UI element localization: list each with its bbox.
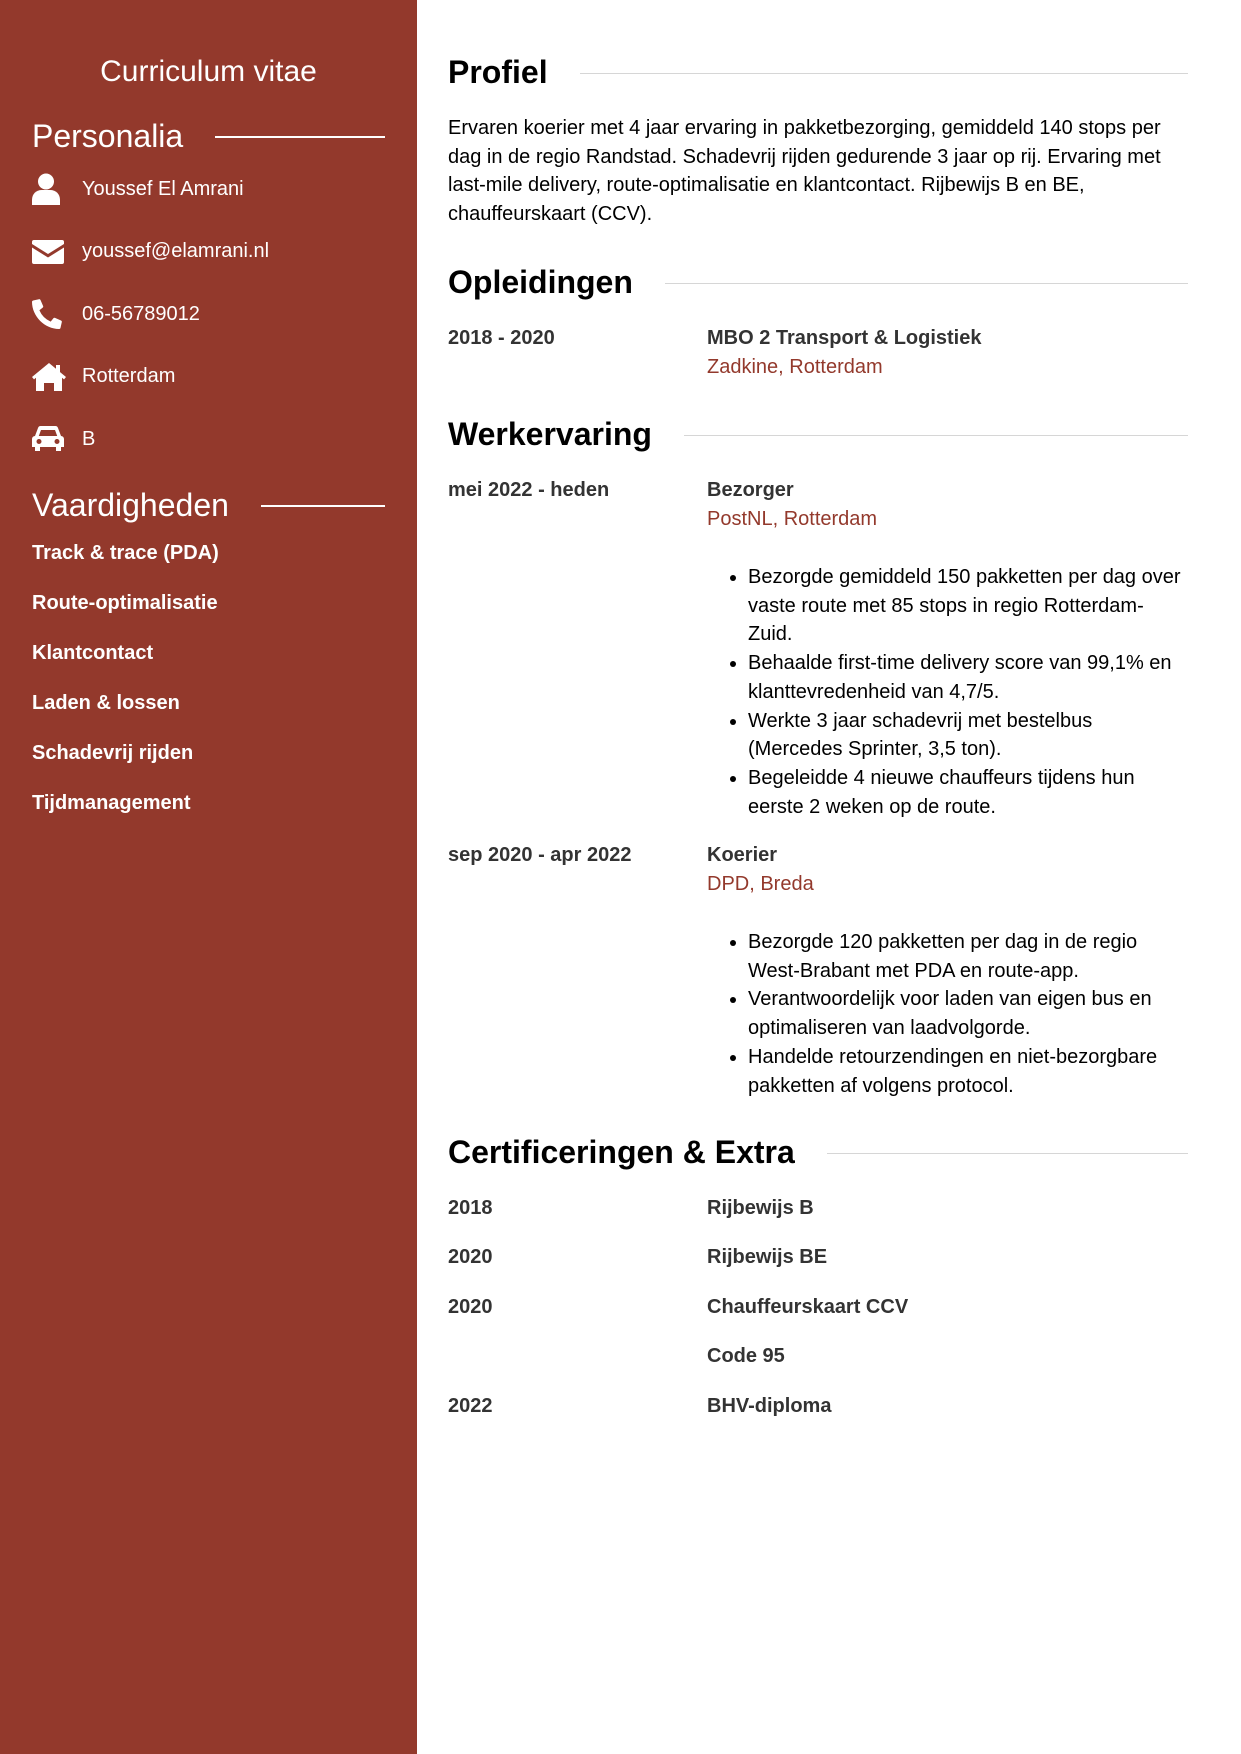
skills-heading-label: Vaardigheden [32,486,229,523]
opleidingen-heading [448,262,1188,302]
contact-license [32,422,385,456]
heading-divider [827,1153,1188,1154]
contact-name-text: Youssef El Amrani [82,177,244,200]
personalia-heading [32,116,385,156]
cv-title: Curriculum vitae [100,55,317,88]
heading-divider [261,505,385,507]
contact-email-text[interactable]: youssef@elamrani.nl [82,240,270,262]
car-icon [32,422,66,456]
skill-item: Schadevrij rijden [32,741,194,764]
profiel-heading-label: Profiel [448,54,548,90]
job-bullet: • Bezorgde 120 pakketten per dag in de regio West-Brabant met PDA en route-app. [748,928,1188,985]
certificate-title: Chauffeurskaart CCV [707,1296,909,1318]
skill-item: Route-optimalisatie [32,591,218,614]
certificate-title: Code 95 [707,1345,785,1367]
certificeringen-heading [448,1132,1188,1172]
opleidingen-heading-label: Opleidingen [448,264,633,300]
certificate-title: Rijbewijs BE [707,1246,828,1268]
education-institution: Zadkine, Rotterdam [707,356,883,378]
contact-email [32,235,385,269]
contact-list [32,172,385,456]
werkervaring-heading [448,414,1188,454]
job-employer: PostNL, Rotterdam [707,508,878,530]
certificate-year: 2020 [448,1246,493,1268]
contact-name [32,172,385,206]
contact-phone [32,297,385,331]
heading-divider [684,435,1188,436]
certificate-year: 2022 [448,1395,493,1417]
skill-item: Track & trace (PDA) [32,541,219,564]
skill-item: Tijdmanagement [32,791,191,814]
sidebar [0,0,417,1754]
job-bullet: • Werkte 3 jaar schadevrij met bestelbus (Mercedes Sprinter, 3,5 ton). [748,707,1188,764]
education-period: 2018 - 2020 [448,327,555,349]
contact-city-text: Rotterdam [82,365,176,387]
skills-heading [32,485,385,525]
certificate-title: BHV-diploma [707,1395,832,1417]
werkervaring-heading-label: Werkervaring [448,416,652,452]
certificate-year: 2018 [448,1197,493,1219]
skill-item: Klantcontact [32,641,154,664]
job-employer: DPD, Breda [707,873,814,895]
heading-divider [580,73,1188,74]
home-icon [32,360,66,394]
envelope-icon [32,235,66,269]
skills-list [32,541,385,841]
job-title: Bezorger [707,479,794,501]
contact-phone-text[interactable]: 06-56789012 [82,302,200,325]
education-title: MBO 2 Transport & Logistiek [707,327,982,349]
certificeringen-heading-label: Certificeringen & Extra [448,1134,795,1170]
skill-item: Laden & lossen [32,691,180,714]
user-icon [32,172,66,206]
heading-divider [665,283,1188,284]
phone-icon [32,297,66,331]
certificate-title: Rijbewijs B [707,1197,814,1219]
job-period: mei 2022 - heden [448,479,610,501]
job-title: Koerier [707,844,778,866]
heading-divider [215,136,385,138]
job-bullet: • Begeleidde 4 nieuwe chauffeurs tijdens hun eerste 2 weken op de route. [748,764,1188,821]
job-bullets [707,563,1188,821]
job-period: sep 2020 - apr 2022 [448,844,632,866]
job-bullet: • Verantwoordelijk voor laden van eigen bus en optimaliseren van laadvolgorde. [748,985,1188,1042]
job-bullet: • Behaalde first-time delivery score van 99,1% en klanttevredenheid van 4,7/5. [748,649,1188,706]
contact-license-text: B [82,427,96,450]
profiel-heading [448,52,1188,92]
job-bullet: • Handelde retourzendingen en niet-bezorgbare pakketten af volgens protocol. [748,1043,1188,1100]
certificate-year: 2020 [448,1296,493,1318]
personalia-heading-label: Personalia [32,118,184,154]
job-bullets [707,928,1188,1100]
profiel-text: Ervaren koerier met 4 jaar ervaring in pakketbezorging, gemiddeld 140 stops per dag in de regio Randstad. Schadevrij rijden gedurende 3 jaar op rij. Ervaring met last-mile delivery, route-optimalisatie en klantcontact. Rijbewijs B en BE, chauffeurskaart (CCV). [448,117,1161,225]
job-bullet: • Bezorgde gemiddeld 150 pakketten per dag over vaste route met 85 stops in regio Rotterdam-Zuid. [748,563,1188,649]
contact-city [32,360,385,394]
